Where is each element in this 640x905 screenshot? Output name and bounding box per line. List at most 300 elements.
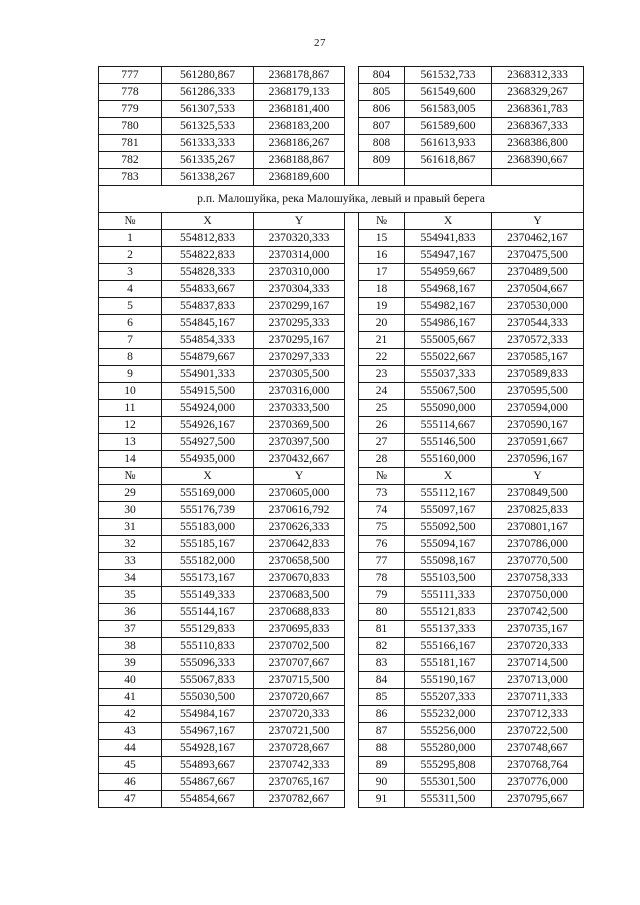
number-cell: 806 <box>359 101 405 118</box>
header-row <box>99 213 584 230</box>
x-cell: 555301,500 <box>405 774 492 791</box>
x-cell: 554833,667 <box>162 281 254 298</box>
x-cell: 555149,333 <box>162 587 254 604</box>
y-cell: 2368178,867 <box>254 67 345 84</box>
y-cell: 2370320,333 <box>254 230 345 247</box>
column-gap <box>345 152 359 169</box>
y-cell: 2370720,333 <box>254 706 345 723</box>
y-cell: 2370722,500 <box>492 723 584 740</box>
y-cell: 2370305,500 <box>254 366 345 383</box>
number-cell: 38 <box>99 638 162 655</box>
x-cell: 555067,833 <box>162 672 254 689</box>
y-cell: 2368179,133 <box>254 84 345 101</box>
column-gap <box>345 417 359 434</box>
column-gap <box>345 774 359 791</box>
y-cell: 2368189,600 <box>254 169 345 186</box>
column-gap <box>345 349 359 366</box>
number-cell <box>359 169 405 186</box>
table-row <box>99 247 584 264</box>
y-cell: 2370544,333 <box>492 315 584 332</box>
x-cell: 561307,533 <box>162 101 254 118</box>
number-cell: 6 <box>99 315 162 332</box>
y-cell: 2370333,500 <box>254 400 345 417</box>
y-cell: 2370750,000 <box>492 587 584 604</box>
y-cell: 2370295,333 <box>254 315 345 332</box>
y-cell: 2370786,000 <box>492 536 584 553</box>
y-cell: 2370735,167 <box>492 621 584 638</box>
page-number: 27 <box>314 37 326 49</box>
y-cell: 2370616,792 <box>254 502 345 519</box>
x-cell: 555207,333 <box>405 689 492 706</box>
y-cell: 2370462,167 <box>492 230 584 247</box>
column-gap <box>345 213 359 230</box>
x-cell: 561532,733 <box>405 67 492 84</box>
column-gap <box>345 655 359 672</box>
x-cell: 554828,333 <box>162 264 254 281</box>
x-cell: 554986,167 <box>405 315 492 332</box>
number-cell: 779 <box>99 101 162 118</box>
x-cell: 554926,167 <box>162 417 254 434</box>
y-cell: 2370295,167 <box>254 332 345 349</box>
number-cell: 43 <box>99 723 162 740</box>
x-cell: 555311,500 <box>405 791 492 808</box>
table-row <box>99 332 584 349</box>
number-cell: 804 <box>359 67 405 84</box>
y-cell: 2370596,167 <box>492 451 584 468</box>
y-cell: 2370642,833 <box>254 536 345 553</box>
x-cell: 555232,000 <box>405 706 492 723</box>
y-cell: 2370801,167 <box>492 519 584 536</box>
y-cell: 2370475,500 <box>492 247 584 264</box>
y-cell: 2370758,333 <box>492 570 584 587</box>
x-cell: 561325,533 <box>162 118 254 135</box>
number-cell: 8 <box>99 349 162 366</box>
table-row <box>99 67 584 84</box>
number-cell: 42 <box>99 706 162 723</box>
number-cell: 809 <box>359 152 405 169</box>
y-cell: 2370658,500 <box>254 553 345 570</box>
number-cell: 9 <box>99 366 162 383</box>
table-row <box>99 638 584 655</box>
number-cell: 82 <box>359 638 405 655</box>
y-cell: 2370585,167 <box>492 349 584 366</box>
y-cell: Y <box>254 468 345 485</box>
y-cell: 2370776,000 <box>492 774 584 791</box>
column-gap <box>345 485 359 502</box>
table-row <box>99 706 584 723</box>
x-cell: 555005,667 <box>405 332 492 349</box>
x-cell: 555295,808 <box>405 757 492 774</box>
table-row <box>99 417 584 434</box>
y-cell: 2368312,333 <box>492 67 584 84</box>
number-cell: 1 <box>99 230 162 247</box>
x-cell: 555190,167 <box>405 672 492 689</box>
y-cell: 2370768,764 <box>492 757 584 774</box>
y-cell: 2370605,000 <box>254 485 345 502</box>
x-cell: X <box>162 213 254 230</box>
y-cell: Y <box>492 213 584 230</box>
column-gap <box>345 264 359 281</box>
number-cell: 90 <box>359 774 405 791</box>
x-cell <box>405 169 492 186</box>
x-cell: 554854,667 <box>162 791 254 808</box>
number-cell: 27 <box>359 434 405 451</box>
y-cell: 2370825,833 <box>492 502 584 519</box>
x-cell: 554822,833 <box>162 247 254 264</box>
column-gap <box>345 135 359 152</box>
y-cell: 2368386,800 <box>492 135 584 152</box>
y-cell: 2370504,667 <box>492 281 584 298</box>
column-gap <box>345 169 359 186</box>
y-cell: 2370713,000 <box>492 672 584 689</box>
y-cell: Y <box>492 468 584 485</box>
x-cell: 555144,167 <box>162 604 254 621</box>
x-cell: 554837,833 <box>162 298 254 315</box>
table-row <box>99 519 584 536</box>
number-cell: 2 <box>99 247 162 264</box>
y-cell: 2370765,167 <box>254 774 345 791</box>
x-cell: 555166,167 <box>405 638 492 655</box>
y-cell: 2368181,400 <box>254 101 345 118</box>
number-cell: 34 <box>99 570 162 587</box>
table-row <box>99 366 584 383</box>
x-cell: 554967,167 <box>162 723 254 740</box>
table-row <box>99 791 584 808</box>
y-cell: 2370316,000 <box>254 383 345 400</box>
x-cell: 555090,000 <box>405 400 492 417</box>
x-cell: 561613,933 <box>405 135 492 152</box>
table-row <box>99 434 584 451</box>
number-cell: 35 <box>99 587 162 604</box>
table-row <box>99 298 584 315</box>
column-gap <box>345 757 359 774</box>
x-cell: 554915,500 <box>162 383 254 400</box>
x-cell: 555173,167 <box>162 570 254 587</box>
number-cell: 20 <box>359 315 405 332</box>
x-cell: X <box>162 468 254 485</box>
y-cell: 2370670,833 <box>254 570 345 587</box>
number-cell: 11 <box>99 400 162 417</box>
coordinates-table <box>98 66 584 808</box>
x-cell: 554968,167 <box>405 281 492 298</box>
number-cell: 86 <box>359 706 405 723</box>
y-cell: 2370369,500 <box>254 417 345 434</box>
x-cell: 561589,600 <box>405 118 492 135</box>
y-cell: 2370310,000 <box>254 264 345 281</box>
number-cell: 12 <box>99 417 162 434</box>
x-cell: 555256,000 <box>405 723 492 740</box>
x-cell: 555067,500 <box>405 383 492 400</box>
number-cell: 81 <box>359 621 405 638</box>
number-cell: 85 <box>359 689 405 706</box>
x-cell: 554927,500 <box>162 434 254 451</box>
x-cell: 555169,000 <box>162 485 254 502</box>
number-cell: 24 <box>359 383 405 400</box>
x-cell: 555092,500 <box>405 519 492 536</box>
y-cell: 2368329,267 <box>492 84 584 101</box>
table-row <box>99 774 584 791</box>
column-gap <box>345 553 359 570</box>
y-cell: 2370297,333 <box>254 349 345 366</box>
number-cell: 780 <box>99 118 162 135</box>
x-cell: 554928,167 <box>162 740 254 757</box>
y-cell: 2368367,333 <box>492 118 584 135</box>
y-cell: 2370594,000 <box>492 400 584 417</box>
x-cell: 554812,833 <box>162 230 254 247</box>
x-cell: 561618,867 <box>405 152 492 169</box>
x-cell: 555146,500 <box>405 434 492 451</box>
x-cell: 554867,667 <box>162 774 254 791</box>
y-cell: 2370304,333 <box>254 281 345 298</box>
column-gap <box>345 791 359 808</box>
table-row <box>99 621 584 638</box>
column-gap <box>345 383 359 400</box>
y-cell: 2368188,867 <box>254 152 345 169</box>
y-cell: 2370742,500 <box>492 604 584 621</box>
y-cell: 2370748,667 <box>492 740 584 757</box>
x-cell: 554984,167 <box>162 706 254 723</box>
number-cell: 777 <box>99 67 162 84</box>
number-cell: 15 <box>359 230 405 247</box>
column-gap <box>345 366 359 383</box>
x-cell: 561286,333 <box>162 84 254 101</box>
number-cell: 31 <box>99 519 162 536</box>
column-gap <box>345 689 359 706</box>
number-cell: 87 <box>359 723 405 740</box>
column-gap <box>345 101 359 118</box>
number-cell: 18 <box>359 281 405 298</box>
number-cell: 47 <box>99 791 162 808</box>
y-cell: 2370314,000 <box>254 247 345 264</box>
x-cell: 554941,833 <box>405 230 492 247</box>
x-cell: 555103,500 <box>405 570 492 587</box>
y-cell: Y <box>254 213 345 230</box>
x-cell: 555112,167 <box>405 485 492 502</box>
table-row <box>99 757 584 774</box>
number-cell: 22 <box>359 349 405 366</box>
number-cell: 73 <box>359 485 405 502</box>
x-cell: 555182,000 <box>162 553 254 570</box>
table-row <box>99 152 584 169</box>
table-row <box>99 383 584 400</box>
column-gap <box>345 230 359 247</box>
x-cell: 555030,500 <box>162 689 254 706</box>
y-cell: 2368361,783 <box>492 101 584 118</box>
y-cell: 2370782,667 <box>254 791 345 808</box>
y-cell: 2370707,667 <box>254 655 345 672</box>
number-cell: 14 <box>99 451 162 468</box>
table-row <box>99 655 584 672</box>
column-gap <box>345 536 359 553</box>
number-cell: 781 <box>99 135 162 152</box>
y-cell: 2370714,500 <box>492 655 584 672</box>
x-cell: 555160,000 <box>405 451 492 468</box>
y-cell: 2370795,667 <box>492 791 584 808</box>
number-cell: 91 <box>359 791 405 808</box>
number-cell: 26 <box>359 417 405 434</box>
table-row <box>99 230 584 247</box>
column-gap <box>345 621 359 638</box>
x-cell: 561549,600 <box>405 84 492 101</box>
x-cell: 555096,333 <box>162 655 254 672</box>
y-cell <box>492 169 584 186</box>
number-cell: № <box>99 213 162 230</box>
number-cell: 83 <box>359 655 405 672</box>
number-cell: 13 <box>99 434 162 451</box>
table-row <box>99 536 584 553</box>
number-cell: 88 <box>359 740 405 757</box>
column-gap <box>345 400 359 417</box>
number-cell: 21 <box>359 332 405 349</box>
number-cell: 77 <box>359 553 405 570</box>
column-gap <box>345 247 359 264</box>
number-cell: 5 <box>99 298 162 315</box>
y-cell: 2370712,333 <box>492 706 584 723</box>
column-gap <box>345 298 359 315</box>
y-cell: 2370711,333 <box>492 689 584 706</box>
column-gap <box>345 723 359 740</box>
table-row <box>99 604 584 621</box>
x-cell: 555097,167 <box>405 502 492 519</box>
y-cell: 2370397,500 <box>254 434 345 451</box>
column-gap <box>345 118 359 135</box>
number-cell: 33 <box>99 553 162 570</box>
number-cell: № <box>99 468 162 485</box>
number-cell: 23 <box>359 366 405 383</box>
number-cell: 32 <box>99 536 162 553</box>
x-cell: 561333,333 <box>162 135 254 152</box>
header-row <box>99 468 584 485</box>
table-row <box>99 264 584 281</box>
y-cell: 2368390,667 <box>492 152 584 169</box>
x-cell: 555121,833 <box>405 604 492 621</box>
column-gap <box>345 281 359 298</box>
x-cell: 555110,833 <box>162 638 254 655</box>
table-row <box>99 451 584 468</box>
table-row <box>99 723 584 740</box>
number-cell: 28 <box>359 451 405 468</box>
x-cell: 555094,167 <box>405 536 492 553</box>
table-row <box>99 553 584 570</box>
column-gap <box>345 84 359 101</box>
y-cell: 2370720,333 <box>492 638 584 655</box>
y-cell: 2370432,667 <box>254 451 345 468</box>
table-row <box>99 570 584 587</box>
number-cell: 39 <box>99 655 162 672</box>
x-cell: 555280,000 <box>405 740 492 757</box>
number-cell: 79 <box>359 587 405 604</box>
column-gap <box>345 706 359 723</box>
table-row <box>99 485 584 502</box>
column-gap <box>345 604 359 621</box>
x-cell: 555022,667 <box>405 349 492 366</box>
y-cell: 2370720,667 <box>254 689 345 706</box>
y-cell: 2370489,500 <box>492 264 584 281</box>
table-row <box>99 672 584 689</box>
x-cell: 555111,333 <box>405 587 492 604</box>
y-cell: 2370695,833 <box>254 621 345 638</box>
number-cell: 76 <box>359 536 405 553</box>
x-cell: 554879,667 <box>162 349 254 366</box>
column-gap <box>345 519 359 536</box>
x-cell: 555181,167 <box>405 655 492 672</box>
table-row <box>99 502 584 519</box>
y-cell: 2370572,333 <box>492 332 584 349</box>
y-cell: 2370702,500 <box>254 638 345 655</box>
x-cell: 561338,267 <box>162 169 254 186</box>
y-cell: 2370742,333 <box>254 757 345 774</box>
number-cell: 17 <box>359 264 405 281</box>
number-cell: 36 <box>99 604 162 621</box>
table-row <box>99 118 584 135</box>
x-cell: X <box>405 213 492 230</box>
column-gap <box>345 67 359 84</box>
x-cell: 561335,267 <box>162 152 254 169</box>
number-cell: 3 <box>99 264 162 281</box>
number-cell: 78 <box>359 570 405 587</box>
x-cell: 555037,333 <box>405 366 492 383</box>
x-cell: 554982,167 <box>405 298 492 315</box>
table-row <box>99 281 584 298</box>
number-cell: 778 <box>99 84 162 101</box>
x-cell: 555185,167 <box>162 536 254 553</box>
y-cell: 2370683,500 <box>254 587 345 604</box>
table-row <box>99 101 584 118</box>
column-gap <box>345 570 359 587</box>
number-cell: 782 <box>99 152 162 169</box>
x-cell: 561583,005 <box>405 101 492 118</box>
number-cell: 19 <box>359 298 405 315</box>
column-gap <box>345 740 359 757</box>
x-cell: 555183,000 <box>162 519 254 536</box>
table-row <box>99 689 584 706</box>
column-gap <box>345 672 359 689</box>
y-cell: 2370770,500 <box>492 553 584 570</box>
x-cell: X <box>405 468 492 485</box>
x-cell: 554854,333 <box>162 332 254 349</box>
y-cell: 2370530,000 <box>492 298 584 315</box>
number-cell: 30 <box>99 502 162 519</box>
number-cell: 805 <box>359 84 405 101</box>
x-cell: 555137,333 <box>405 621 492 638</box>
column-gap <box>345 587 359 604</box>
number-cell: 16 <box>359 247 405 264</box>
number-cell: 29 <box>99 485 162 502</box>
x-cell: 554901,333 <box>162 366 254 383</box>
x-cell: 554845,167 <box>162 315 254 332</box>
table-row <box>99 135 584 152</box>
number-cell: 808 <box>359 135 405 152</box>
x-cell: 555114,667 <box>405 417 492 434</box>
column-gap <box>345 315 359 332</box>
y-cell: 2368183,200 <box>254 118 345 135</box>
column-gap <box>345 468 359 485</box>
y-cell: 2370721,500 <box>254 723 345 740</box>
column-gap <box>345 638 359 655</box>
x-cell: 555176,739 <box>162 502 254 519</box>
table-row <box>99 169 584 186</box>
number-cell: 75 <box>359 519 405 536</box>
y-cell: 2370728,667 <box>254 740 345 757</box>
x-cell: 554893,667 <box>162 757 254 774</box>
section-title-row <box>99 186 584 213</box>
column-gap <box>345 332 359 349</box>
x-cell: 554935,000 <box>162 451 254 468</box>
number-cell: 89 <box>359 757 405 774</box>
number-cell: 41 <box>99 689 162 706</box>
number-cell: 46 <box>99 774 162 791</box>
section-title: р.п. Малошуйка, река Малошуйка, левый и правый берега <box>99 186 584 213</box>
